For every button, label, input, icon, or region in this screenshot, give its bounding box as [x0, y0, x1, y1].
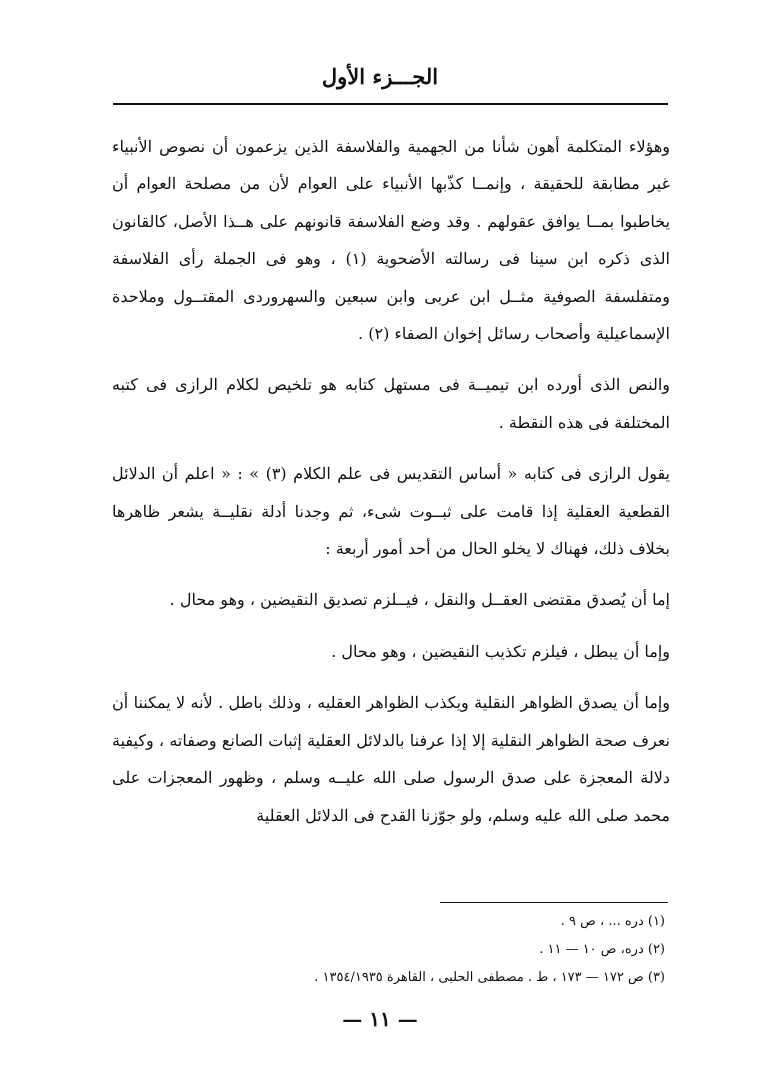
footnote: (٣) ص ١٧٢ — ١٧٣ ، ط . مصطفى الحلبى ، القاهرة ١٣٥٤/١٩٣٥ .	[314, 970, 665, 985]
running-header: الجـــزء الأول	[321, 64, 439, 89]
paragraph: وإما أن يبطل ، فيلزم تكذيب النقيضين ، وهو محال .	[331, 641, 670, 661]
body-text	[112, 128, 670, 834]
footnote: (٢) دره، ص ١٠ — ١١ .	[539, 942, 665, 957]
footnotes	[112, 908, 665, 992]
footnote-rule	[440, 902, 668, 903]
paragraph: وإما أن يصدق الظواهر النقلية ويكذب الظواهر العقليه ، وذلك باطل . لأنه لا يمكننا أن نعرف صحة الظواهر النقلية إلا إذا عرفنا بالدلائل العقلية إثبات الصانع وصفاته ، وكيفية دلالة المعجزة على صدق الرسول صلى الله عليــه وسلم ، وظهور المعجزات على محمد صلى الله عليه وسلم، ولو جوّزنا القدح فى الدلائل العقلية	[112, 693, 671, 825]
footnote: (١) دره ... ، ص ٩ .	[560, 914, 665, 929]
header-rule	[113, 103, 668, 105]
paragraph: إما أن يُصدق مقتضى العقــل والنقل ، فيــلزم تصديق النقيضين ، وهو محال .	[169, 590, 670, 610]
page-number: — ١١ —	[342, 1007, 418, 1031]
paragraph: يقول الرازى فى كتابه « أساس التقديس فى علم الكلام (٣) » : « اعلم أن الدلائل القطعية العقلية إذا قامت على ثبــوت شىء، ثم وجدنا أدلة نقليــة يشعر ظاهرها بخلاف ذلك، فهناك لا يخلو الحال من أحد أمور أربعة :	[112, 464, 671, 559]
paragraph: وهؤلاء المتكلمة أهون شأنا من الجهمية والفلاسفة الذين يزعمون أن نصوص الأنبياء غير مطابقة للحقيقة ، وإنمــا كذّبها الأنبياء على العوام لأن من مصلحة العوام أن يخاطبوا بمــا يوافق عقولهم . وقد وضع الفلاسفة قانونهم على هــذا الأصل، كالقانون الذى ذكره ابن سينا فى رسالته الأضحوية (١) ، وهو فى الجملة رأى الفلاسفة ومتفلسفة الصوفية مثــل ابن عربى وابن سبعين والسهروردى المقتــول وملاحدة الإسماعيلية وأصحاب رسائل إخوان الصفاء (٢) .	[112, 137, 671, 344]
paragraph: والنص الذى أورده ابن تيميــة فى مستهل كتابه هو تلخيص لكلام الرازى فى كتبه المختلفة فى هذه النقطة .	[112, 375, 670, 432]
